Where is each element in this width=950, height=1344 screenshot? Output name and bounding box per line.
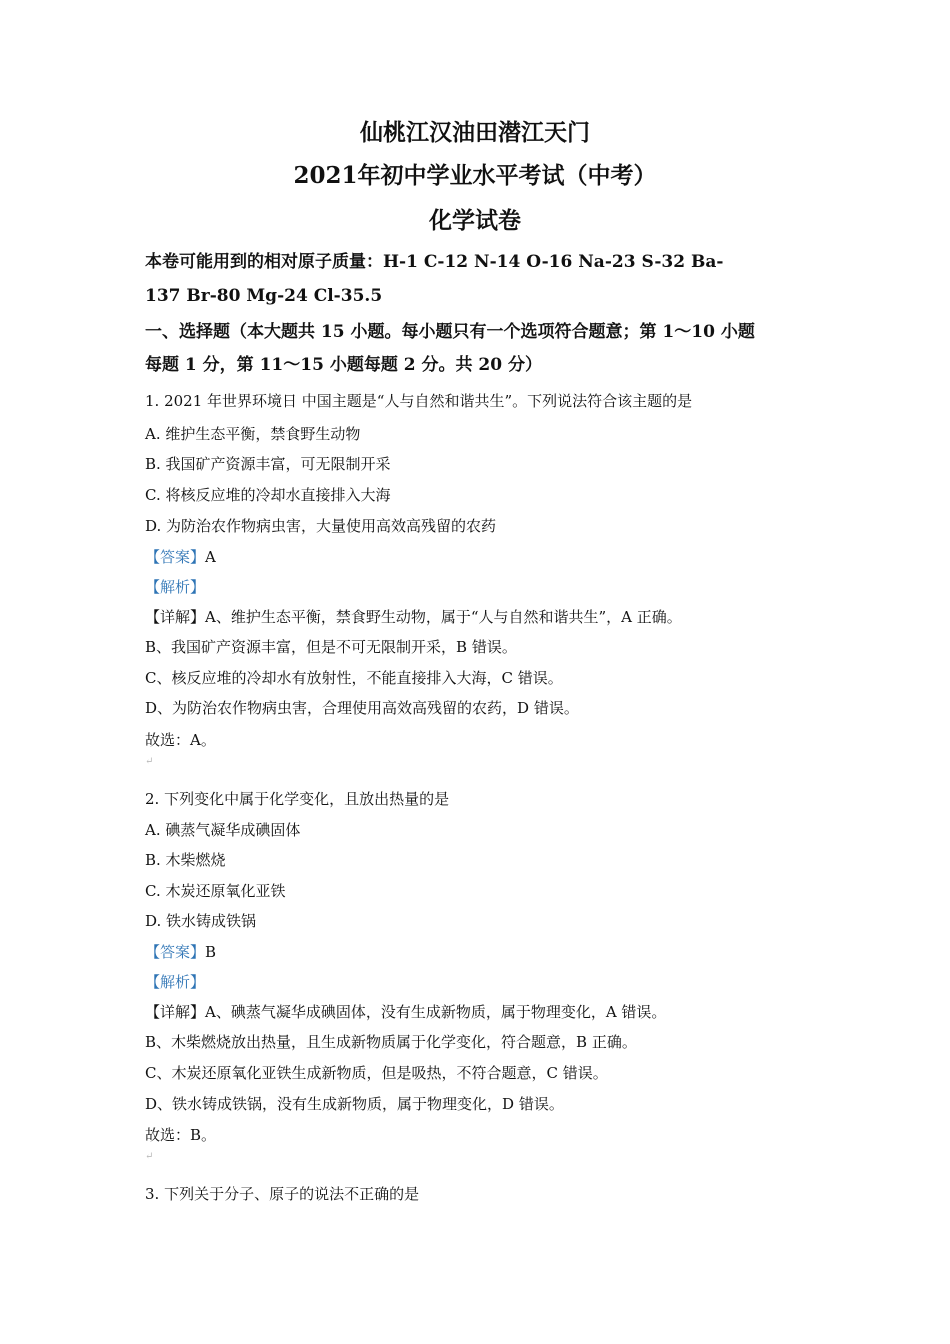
question-2-option-b: B. 木柴燃烧: [145, 851, 226, 869]
page-title-region: 仙桃江汉油田潜江天门: [360, 119, 590, 146]
question-1-analysis: [145, 576, 205, 598]
question-2-option-c: C. 木炭还原氧化亚铁: [145, 882, 286, 900]
answer-value: A: [205, 548, 216, 566]
answer-value: B: [205, 943, 217, 961]
answer-tag: 【答案】: [145, 943, 206, 961]
question-2-detail-2: B、木柴燃烧放出热量，且生成新物质属于化学变化，符合题意，B 正确。: [145, 1033, 637, 1051]
question-1-choice: 故选：A。: [145, 731, 216, 749]
question-1-stem: 1. 2021 年世界环境日 中国主题是“人与自然和谐共生”。下列说法符合该主题的是: [145, 392, 693, 410]
paragraph-mark: ↵: [145, 756, 154, 767]
analysis-tag: 【解析】: [145, 973, 206, 991]
question-1-option-a: A. 维护生态平衡，禁食野生动物: [145, 425, 361, 443]
question-1-option-b: B. 我国矿产资源丰富，可无限制开采: [145, 455, 391, 473]
page-title-subject: 化学试卷: [429, 207, 521, 234]
question-2-detail-1: 【详解】A、碘蒸气凝华成碘固体，没有生成新物质，属于物理变化，A 错误。: [145, 1003, 667, 1021]
question-2-detail-3: C、木炭还原氧化亚铁生成新物质，但是吸热，不符合题意，C 错误。: [145, 1064, 608, 1082]
question-1-detail-1: 【详解】A、维护生态平衡，禁食野生动物，属于“人与自然和谐共生”，A 正确。: [145, 608, 682, 626]
answer-tag: 【答案】: [145, 548, 206, 566]
question-1-option-d: D. 为防治农作物病虫害，大量使用高效高残留的农药: [145, 517, 497, 535]
question-2-option-a: A. 碘蒸气凝华成碘固体: [145, 821, 301, 839]
question-1-detail-3: C、核反应堆的冷却水有放射性，不能直接排入大海，C 错误。: [145, 669, 563, 687]
question-2-option-d: D. 铁水铸成铁锅: [145, 912, 257, 930]
question-1-option-c: C. 将核反应堆的冷却水直接排入大海: [145, 486, 391, 504]
section-heading-line-2: 每题 1 分，第 11～15 小题每题 2 分。共 20 分）: [145, 355, 542, 375]
question-3-stem: 3. 下列关于分子、原子的说法不正确的是: [145, 1185, 420, 1203]
question-2-stem: 2. 下列变化中属于化学变化，且放出热量的是: [145, 790, 450, 808]
analysis-tag: 【解析】: [145, 578, 206, 596]
question-2-analysis: [145, 971, 205, 993]
question-1-answer: [145, 546, 216, 568]
question-1-detail-2: B、我国矿产资源丰富，但是不可无限制开采，B 错误。: [145, 638, 517, 656]
question-2-detail-4: D、铁水铸成铁锅，没有生成新物质，属于物理变化，D 错误。: [145, 1095, 564, 1113]
question-2-answer: [145, 941, 216, 963]
question-1-detail-4: D、为防治农作物病虫害，合理使用高效高残留的农药，D 错误。: [145, 699, 579, 717]
question-2-choice: 故选：B。: [145, 1126, 217, 1144]
atomic-mass-line-1: 本卷可能用到的相对原子质量：H-1 C-12 N-14 O-16 Na-23 S-32 Ba-: [145, 252, 724, 272]
paragraph-mark: ↵: [145, 1151, 154, 1162]
atomic-mass-line-2: 137 Br-80 Mg-24 Cl-35.5: [145, 286, 383, 306]
page-title-exam: 2021年初中学业水平考试（中考）: [293, 162, 657, 189]
section-heading-line-1: 一、选择题（本大题共 15 小题。每小题只有一个选项符合题意；第 1～10 小题: [145, 322, 755, 342]
